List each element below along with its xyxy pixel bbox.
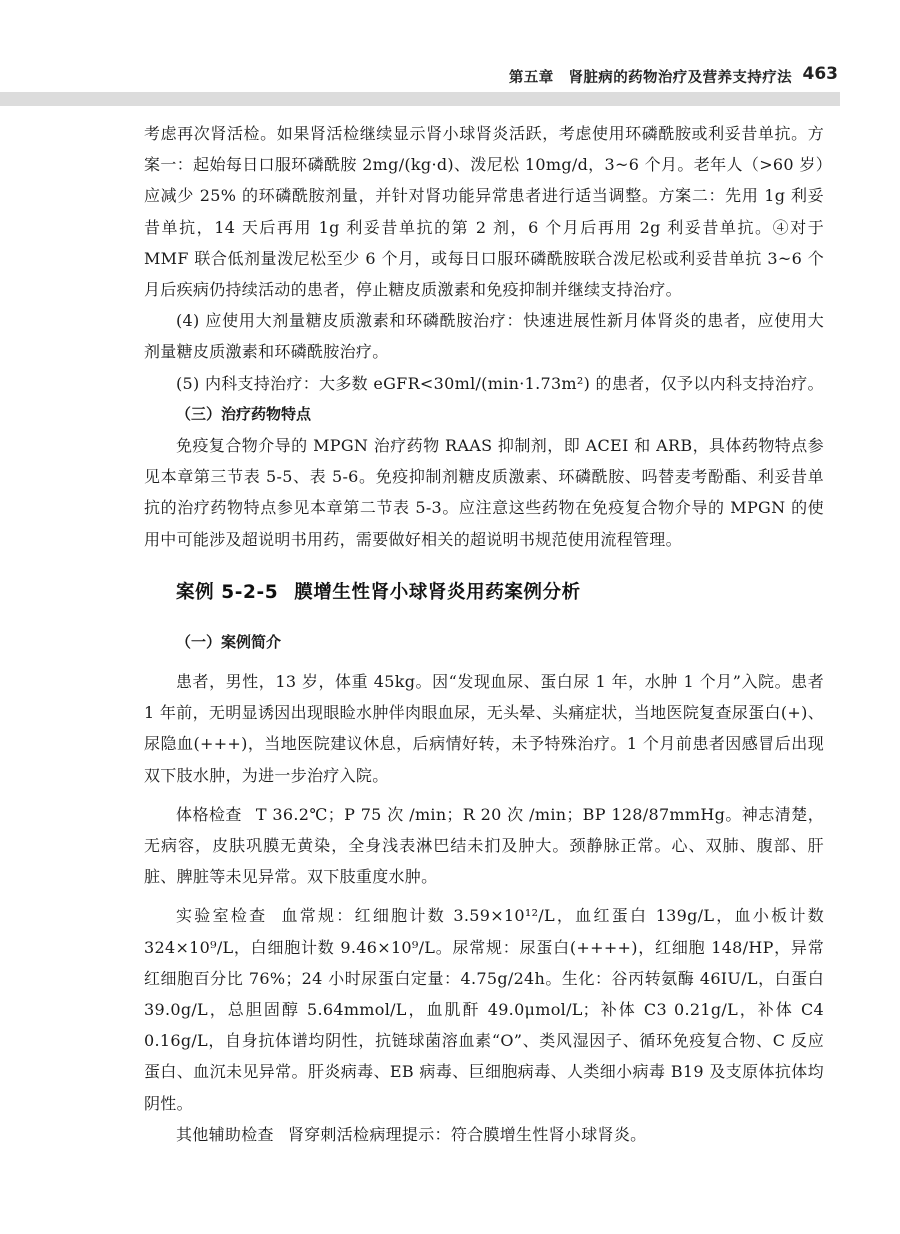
page-number: 463 bbox=[802, 64, 838, 84]
case-title: 膜增生性肾小球肾炎用药案例分析 bbox=[294, 581, 581, 603]
physical-exam-label: 体格检查 bbox=[176, 804, 242, 824]
section-subheading: （三）治疗药物特点 bbox=[176, 404, 312, 423]
paragraph-item-5: (5) 内科支持治疗：大多数 eGFR<30ml/(min·1.73m²) 的患者，仅予以内科支持治疗。 bbox=[176, 373, 824, 393]
physical-exam-text: T 36.2℃；P 75 次 /min；R 20 次 /min；BP 128/87mmHg。神志清楚，无病容，皮肤巩膜无黄染，全身浅表淋巴结未扪及肿大。颈静脉正常。心、双肺、腹部、肝脏、脾脏等未见异常。双下肢重度水肿。 bbox=[144, 804, 824, 887]
other-exam-label: 其他辅助检查 bbox=[176, 1124, 274, 1144]
other-exam-text: 肾穿刺活检病理提示：符合膜增生性肾小球肾炎。 bbox=[287, 1124, 647, 1144]
paragraph-continued: 考虑再次肾活检。如果肾活检继续显示肾小球肾炎活跃，考虑使用环磷酰胺或利妥昔单抗。方案一：起始每日口服环磷酰胺 2mg/(kg·d)、泼尼松 10mg/d，3~6 个月。老年人（>60 岁）应减少 25% 的环磷酰胺剂量，并针对肾功能异常患者进行适当调整。方案二：先用 1g 利妥昔单抗，14 天后再用 1g 利妥昔单抗的第 2 剂，6 个月后再用 2g 利妥昔单抗。④对于 MMF 联合低剂量泼尼松至少 6 个月，或每日口服环磷酰胺联合泼尼松或利妥昔单抗 3~6 个月后疾病仍持续活动的患者，停止糖皮质激素和免疫抑制并继续支持治疗。 bbox=[144, 124, 824, 300]
physical-exam-paragraph bbox=[144, 799, 824, 893]
case-heading bbox=[176, 579, 824, 607]
other-exam-paragraph bbox=[144, 1119, 824, 1150]
paragraph-drug-features: 免疫复合物介导的 MPGN 治疗药物 RAAS 抑制剂，即 ACEI 和 ARB，具体药物特点参见本章第三节表 5-5、表 5-6。免疫抑制剂糖皮质激素、环磷酰胺、吗替麦考酚酯、利妥昔单抗的治疗药物特点参见本章第二节表 5-3。应注意这些药物在免疫复合物介导的 MPGN 的使用中可能涉及超说明书用药，需要做好相关的超说明书规范使用流程管理。 bbox=[144, 436, 824, 549]
header-bar bbox=[0, 92, 840, 106]
case-subheading: （一）案例简介 bbox=[176, 632, 282, 651]
case-summary: 患者，男性，13 岁，体重 45kg。因“发现血尿、蛋白尿 1 年，水肿 1 个月”入院。患者 1 年前，无明显诱因出现眼睑水肿伴肉眼血尿，无头晕、头痛症状，当地医院复查尿蛋白(+)、尿隐血(+++)，当地医院建议休息，后病情好转，未予特殊治疗。1 个月前患者因感冒后出现双下肢水肿，为进一步治疗入院。 bbox=[144, 672, 824, 785]
chapter-title: 第五章 肾脏病的药物治疗及营养支持疗法 bbox=[508, 70, 792, 86]
lab-exam-text: 血常规：红细胞计数 3.59×10¹²/L，血红蛋白 139g/L，血小板计数 324×10⁹/L，白细胞计数 9.46×10⁹/L。尿常规：尿蛋白(++++)，红细胞 148/HP，异常红细胞百分比 76%；24 小时尿蛋白定量：4.75g/24h。生化：谷丙转氨酶 46IU/L，白蛋白 39.0g/L，总胆固醇 5.64mmol/L，血肌酐 49.0μmol/L；补体 C3 0.21g/L，补体 C4 0.16g/L，自身抗体谱均阴性，抗链球菌溶血素“O”、类风湿因子、循环免疫复合物、C 反应蛋白、血沉未见异常。肝炎病毒、EB 病毒、巨细胞病毒、人类细小病毒 B19 及支原体抗体均阴性。 bbox=[144, 906, 824, 1113]
page-body bbox=[144, 118, 824, 1150]
case-number: 案例 5-2-5 bbox=[176, 581, 279, 603]
paragraph-item-4: (4) 应使用大剂量糖皮质激素和环磷酰胺治疗：快速进展性新月体肾炎的患者，应使用大剂量糖皮质激素和环磷酰胺治疗。 bbox=[144, 311, 824, 362]
lab-exam-label: 实验室检查 bbox=[176, 906, 268, 926]
lab-exam-paragraph bbox=[144, 900, 824, 1118]
running-header bbox=[0, 48, 900, 106]
